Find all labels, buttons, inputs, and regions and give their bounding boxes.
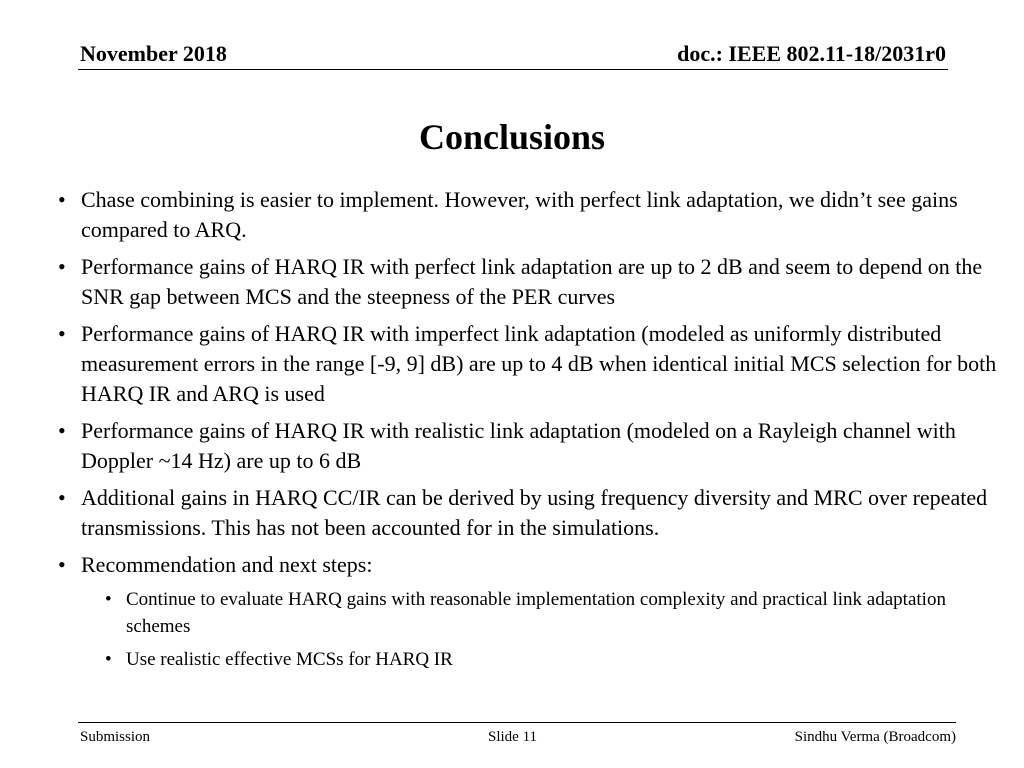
slide-title: Conclusions <box>418 117 606 157</box>
sub-bullet-item <box>81 646 1001 673</box>
bullet-glyph: • <box>58 254 66 279</box>
bullet-glyph: • <box>58 485 66 510</box>
bullet-text: Additional gains in HARQ CC/IR can be derived by using frequency diversity and MRC over repeated transmissions. This has not been accounted for in the simulations. <box>81 485 988 540</box>
footer-submission: Submission <box>80 729 151 745</box>
bullet-glyph: • <box>58 418 66 443</box>
bullet-item <box>56 252 1001 312</box>
bullet-glyph: • <box>58 552 66 577</box>
bullet-glyph: • <box>58 321 66 346</box>
footer-author: Sindhu Verma (Broadcom) <box>794 729 956 745</box>
bullet-text: Performance gains of HARQ IR with realistic link adaptation (modeled on a Rayleigh channel with Doppler ~14 Hz) are up to 6 dB <box>81 418 956 473</box>
bullet-text: Performance gains of HARQ IR with imperfect link adaptation (modeled as uniformly distributed measurement errors in the range [-9, 9] dB) are up to 4 dB when identical initial MCS selection for both HARQ IR and ARQ is used <box>81 321 997 406</box>
bullet-text: Chase combining is easier to implement. However, with perfect link adaptation, we didn’t see gains compared to ARQ. <box>81 187 958 242</box>
bullet-item <box>56 319 1001 409</box>
sub-bullet-glyph: • <box>105 589 112 610</box>
bullet-item <box>56 185 1001 245</box>
bullet-item <box>56 416 1001 476</box>
bullet-item <box>56 550 1001 673</box>
sub-bullet-list <box>81 586 1001 673</box>
header-doc-number: doc.: IEEE 802.11-18/2031r0 <box>677 41 946 66</box>
sub-bullet-item <box>81 586 1001 640</box>
sub-bullet-text: Continue to evaluate HARQ gains with reasonable implementation complexity and practical link adaptation schemes <box>126 589 946 637</box>
bullet-item <box>56 483 1001 543</box>
header-divider <box>78 69 948 70</box>
footer-slide-number: Slide 11 <box>488 729 538 745</box>
sub-bullet-glyph: • <box>105 649 112 670</box>
bullet-text: Performance gains of HARQ IR with perfect link adaptation are up to 2 dB and seem to depend on the SNR gap between MCS and the steepness of the PER curves <box>81 254 983 309</box>
header-date: November 2018 <box>80 41 227 66</box>
bullet-glyph: • <box>58 187 66 212</box>
footer-divider <box>78 722 956 723</box>
bullet-text: Recommendation and next steps: <box>81 552 373 577</box>
sub-bullet-text: Use realistic effective MCSs for HARQ IR <box>126 649 453 670</box>
bullet-list <box>56 185 1001 680</box>
